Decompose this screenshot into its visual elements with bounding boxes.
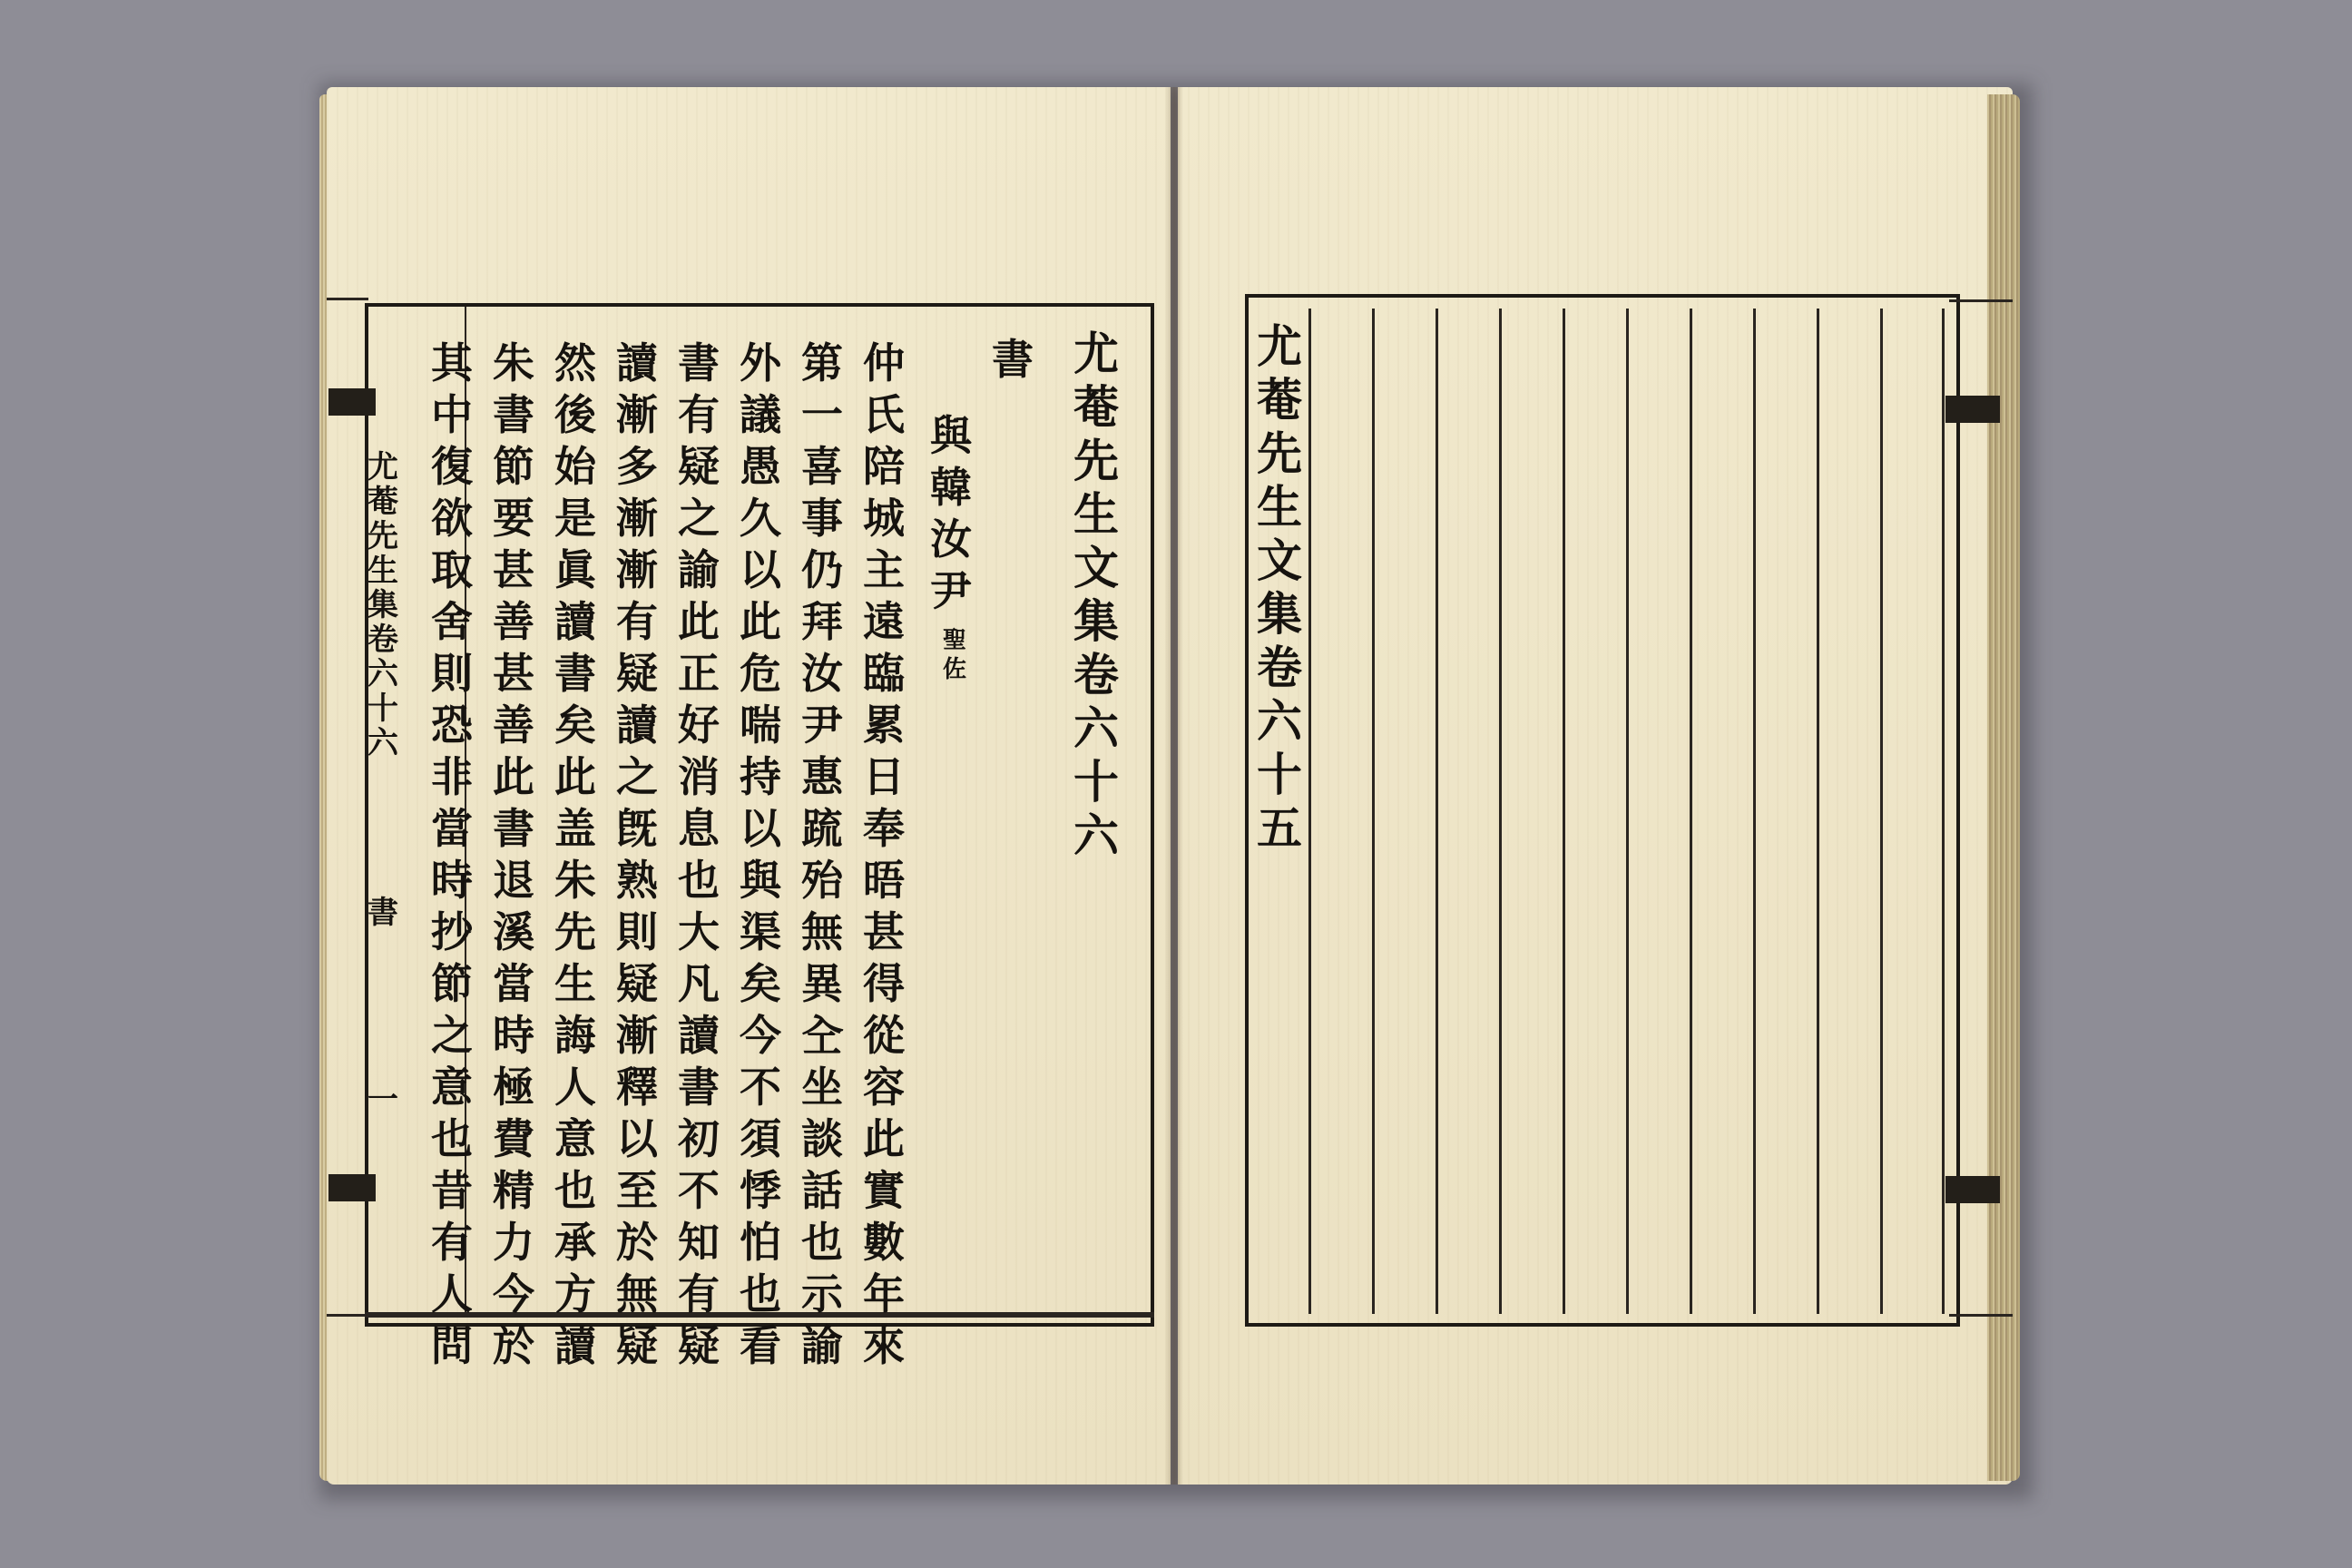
- text-column-3: 外議愚久以此危喘持以與渠矣今不須悸怕也看: [740, 338, 781, 1370]
- text-column-8: 其中復欲取舍則恐非當時抄節之意也昔有人問: [431, 338, 473, 1370]
- right-page-header: 尤菴先生文集卷六十五: [1257, 319, 1302, 855]
- fish-tail-mark-top: [328, 388, 376, 416]
- text-column-4: 書有疑之諭此正好消息也大凡讀書初不知有疑: [678, 338, 720, 1370]
- right-top-rule: [1949, 299, 2013, 302]
- text-column-6: 然後始是眞讀書矣此盖朱先生誨人意也承方讀: [554, 338, 596, 1370]
- text-column-1: 仲氏陪城主遠臨累日奉晤甚得從容此實數年來: [863, 338, 905, 1370]
- text-column-2: 第一喜事仍拜汝尹惠䟽殆無異㒰坐談話也示諭: [801, 338, 843, 1370]
- right-fish-tail-mark-bottom: [1945, 1176, 2000, 1203]
- right-column-rule: [1372, 309, 1375, 1314]
- letter-title-note: 聖佐: [942, 627, 966, 683]
- margin-page-number: 一: [368, 1082, 398, 1118]
- margin-section: 書: [368, 895, 398, 931]
- right-column-rule: [1436, 309, 1438, 1314]
- right-column-rule: [1308, 309, 1311, 1314]
- text-column-7: 朱書節要甚善甚善此書退溪當時極費精力今於: [493, 338, 534, 1370]
- right-column-rule: [1499, 309, 1502, 1314]
- right-column-rule: [1563, 309, 1565, 1314]
- book-gutter: [1165, 87, 1183, 1485]
- right-page-stack: [1987, 94, 2020, 1481]
- text-column-5: 讀漸多漸漸有疑讀之旣熟則疑漸釋以至於無疑: [616, 338, 658, 1370]
- left-bottom-rule: [327, 1314, 368, 1317]
- right-fish-tail-mark-top: [1945, 396, 2000, 423]
- right-text-frame: [1245, 294, 1960, 1327]
- right-column-rule: [1817, 309, 1819, 1314]
- left-page-header: 尤菴先生文集卷六十六: [1073, 327, 1119, 862]
- section-title: 書: [992, 335, 1034, 384]
- letter-title: 與韓汝尹: [930, 411, 972, 615]
- fish-tail-mark-bottom: [328, 1174, 376, 1201]
- right-column-rule: [1753, 309, 1756, 1314]
- margin-book-title: 尤菴先生集卷六十六: [368, 449, 398, 761]
- left-top-rule: [327, 298, 368, 300]
- right-column-rule: [1880, 309, 1883, 1314]
- right-column-rule: [1626, 309, 1629, 1314]
- right-column-rule: [1690, 309, 1692, 1314]
- right-bottom-rule: [1949, 1314, 2013, 1317]
- right-column-rule: [1942, 309, 1945, 1314]
